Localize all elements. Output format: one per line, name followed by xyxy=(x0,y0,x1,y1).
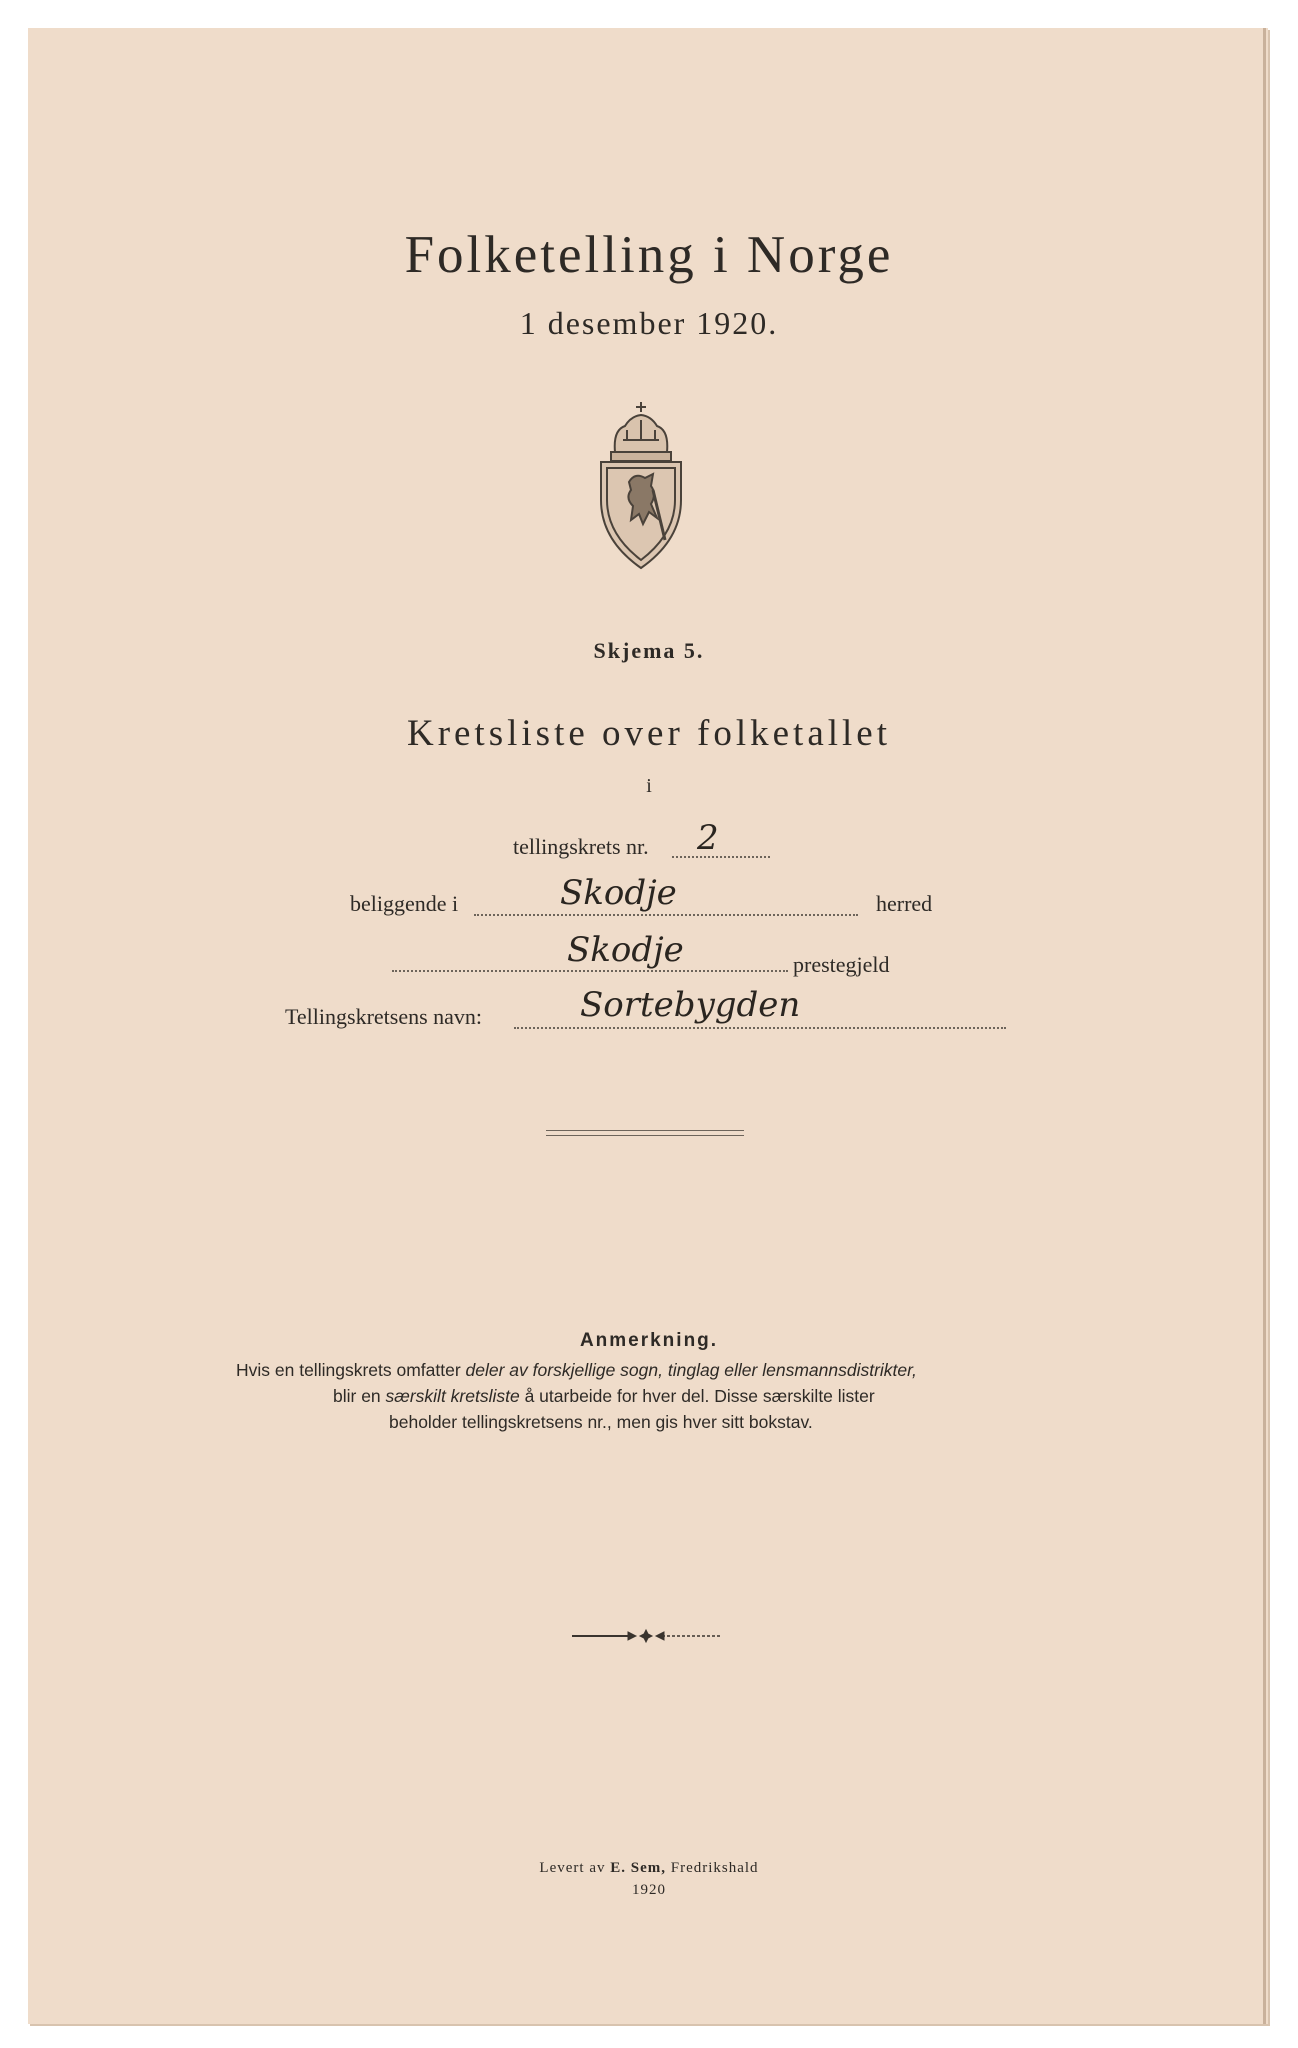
prestegjeld-value: Skodje xyxy=(567,930,684,970)
krets-value: 2 xyxy=(697,818,719,858)
prestegjeld-label: prestegjeld xyxy=(793,952,890,977)
print-year: 1920 xyxy=(632,1882,666,1898)
navn-dotted-line xyxy=(514,1027,1006,1029)
navn-label: Tellingskretsens navn: xyxy=(285,1004,483,1029)
note-line-1-text: Hvis en tellingskrets omfatter xyxy=(236,1360,466,1380)
herred-value: Skodje xyxy=(560,873,677,913)
separator-line xyxy=(546,1130,744,1131)
herred-dotted-line xyxy=(474,914,858,916)
note-line-3 xyxy=(389,1412,813,1433)
printer-credit-text: Levert av xyxy=(539,1860,611,1876)
document-title: Folketelling i Norge xyxy=(404,226,894,284)
note-line-1 xyxy=(236,1360,917,1381)
printer-city: Fredrikshald xyxy=(665,1860,759,1876)
note-line-3-text: beholder tellingskretsens nr., men gis hver sitt bokstav. xyxy=(389,1412,813,1432)
connector-word: i xyxy=(646,775,652,797)
note-line-2-text: blir en xyxy=(333,1386,386,1406)
ornament-divider xyxy=(570,1628,722,1644)
norwegian-coat-of-arms-icon xyxy=(595,400,687,570)
schema-number: Skjema 5. xyxy=(593,638,705,663)
note-line-2-rest: å utarbeide for hver del. Disse særskilte lister xyxy=(519,1386,875,1406)
note-heading: Anmerkning. xyxy=(579,1330,719,1351)
separator-line xyxy=(546,1135,744,1136)
krets-label: tellingskrets nr. xyxy=(513,834,649,859)
note-line-1-emphasis: deler av forskjellige sogn, tinglag eller lensmannsdistrikter, xyxy=(465,1360,917,1380)
printer-name: E. Sem, xyxy=(610,1860,666,1876)
herred-label: herred xyxy=(876,891,933,916)
beliggende-label: beliggende i xyxy=(350,891,459,916)
printer-credit xyxy=(0,1860,1298,1877)
note-line-2-emphasis: særskilt kretsliste xyxy=(385,1386,520,1406)
form-heading: Kretsliste over folketallet xyxy=(406,713,892,754)
census-date: 1 desember 1920. xyxy=(519,305,779,341)
note-line-2 xyxy=(333,1386,875,1407)
prestegjeld-dotted-line xyxy=(392,970,788,972)
krets-dotted-line xyxy=(672,856,770,858)
navn-value: Sortebygden xyxy=(580,985,801,1025)
